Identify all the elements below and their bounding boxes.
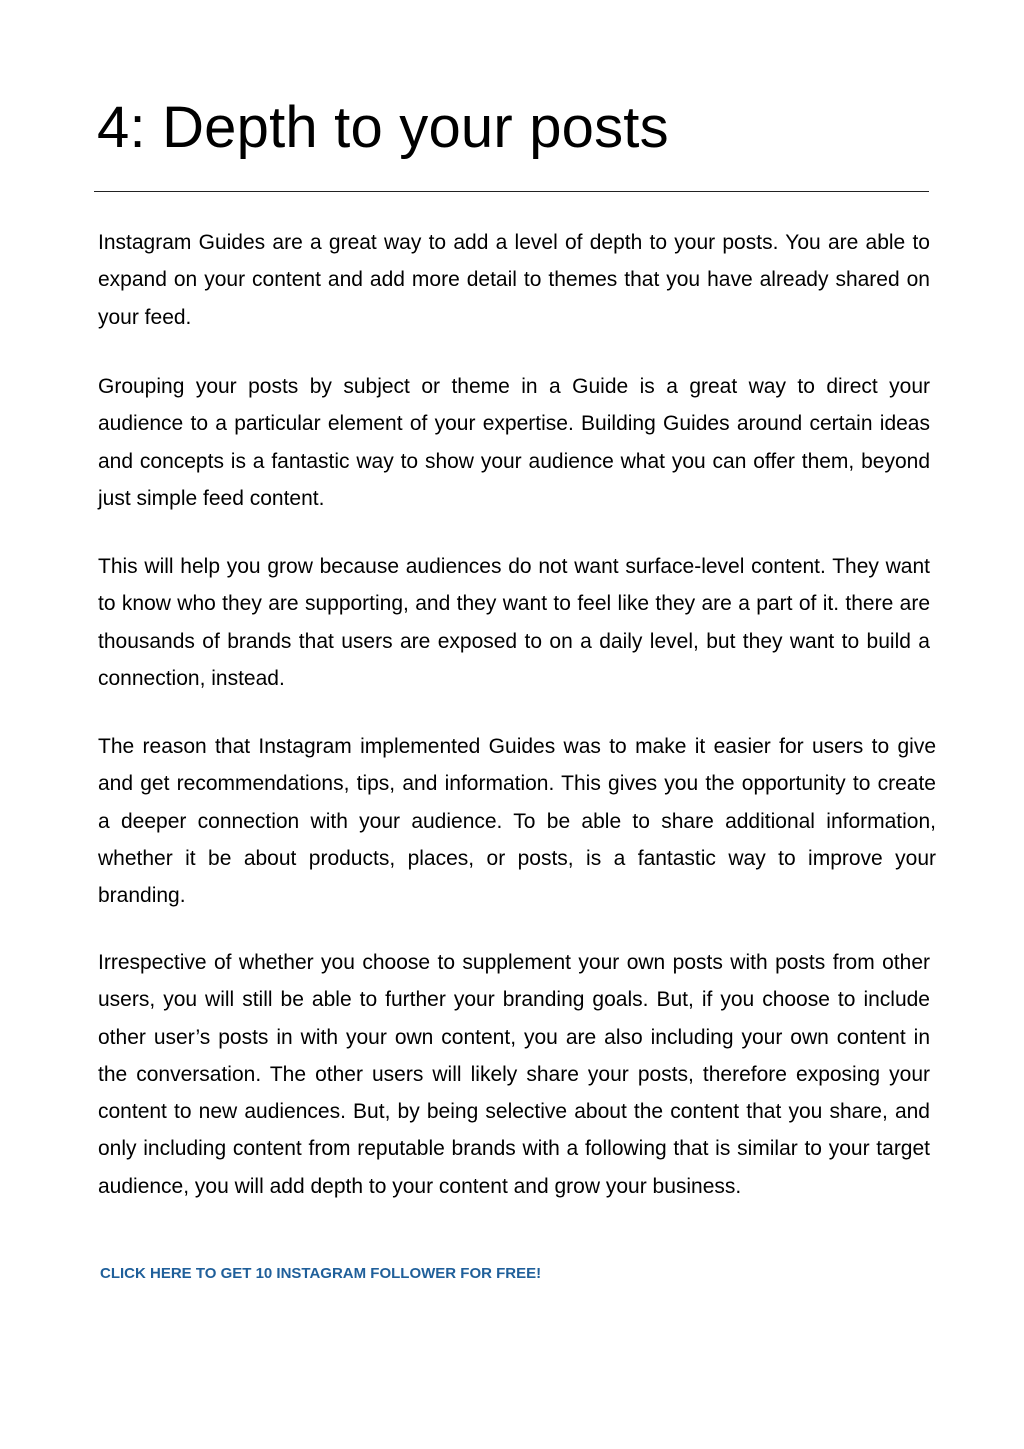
paragraph-irrespective: Irrespective of whether you choose to supplement your own posts with posts from other users, you will still be able to further your branding goals. But, if you choose to include other user’s posts in with your own content, you are also including your own content in the conversation. The other users will likely share your posts, therefore exposing your content to new audiences. But, by being selective about the content that you share, and only including content from reputable brands with a following that is similar to your target audience, you will add depth to your content and grow your business. [98,951,930,1198]
paragraph-reason: The reason that Instagram implemented Guides was to make it easier for users to give and get recommendations, tips, and information. This gives you the opportunity to create a deeper connection with your audience. To be able to share additional information, whether it be about products, places, or posts, is a fantastic way to improve your branding. [98,735,936,908]
page-title: 4: Depth to your posts [97,95,669,160]
paragraph-intro: Instagram Guides are a great way to add a level of depth to your posts. You are able to expand on your content and add more detail to themes that you have already shared on your feed. [98,231,930,329]
paragraph-grouping: Grouping your posts by subject or theme in a Guide is a great way to direct your audience to a particular element of your expertise. Building Guides around certain ideas and concepts is a fantastic way to show your audience what you can offer them, beyond just simple feed content. [98,375,930,510]
paragraph-growth: This will help you grow because audiences do not want surface-level content. They want to know who they are supporting, and they want to feel like they are a part of it. there are thousands of brands that users are exposed to on a daily level, but they want to build a connection, instead. [98,555,930,690]
title-divider [94,191,929,192]
free-followers-link[interactable]: CLICK HERE TO GET 10 INSTAGRAM FOLLOWER FOR FREE! [100,1265,542,1282]
